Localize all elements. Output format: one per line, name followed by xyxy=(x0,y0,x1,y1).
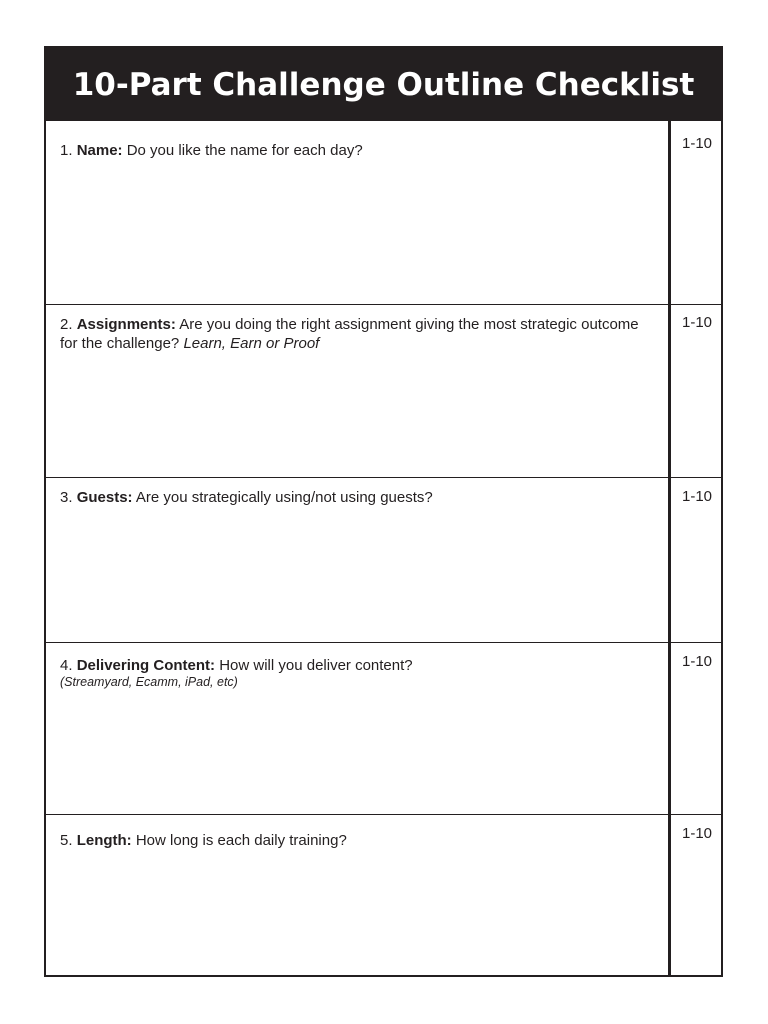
row-score: 1-10 xyxy=(682,135,713,152)
row-number: 4. xyxy=(60,657,73,674)
row-question xyxy=(60,656,650,690)
row-question-text: Do you like the name for each day? xyxy=(126,142,363,159)
row-number: 2. xyxy=(60,316,73,333)
row-score: 1-10 xyxy=(682,488,713,505)
row-label: Length: xyxy=(76,832,132,849)
row-question xyxy=(60,831,650,850)
row-score: 1-10 xyxy=(682,653,713,670)
checklist-row-name xyxy=(46,121,721,305)
checklist-row-delivering-content xyxy=(46,643,721,815)
checklist-row-assignments xyxy=(46,305,721,478)
page-title: 10-Part Challenge Outline Checklist xyxy=(46,48,721,121)
row-score: 1-10 xyxy=(682,825,713,842)
row-label: Guests: xyxy=(76,489,133,506)
row-question xyxy=(60,488,650,507)
row-question-text: Are you strategically using/not using guests? xyxy=(135,489,433,506)
row-question-italic: Learn, Earn or Proof xyxy=(183,335,320,352)
checklist-sheet xyxy=(44,46,723,977)
row-number: 3. xyxy=(60,489,73,506)
row-question xyxy=(60,141,650,160)
row-number: 1. xyxy=(60,142,73,159)
score-column-divider xyxy=(668,121,671,975)
row-number: 5. xyxy=(60,832,73,849)
row-label: Delivering Content: xyxy=(76,657,216,674)
row-question-text: How long is each daily training? xyxy=(135,832,347,849)
checklist-row-guests xyxy=(46,478,721,643)
row-question-text: How will you deliver content? xyxy=(219,657,413,674)
checklist-row-length xyxy=(46,815,721,977)
row-score: 1-10 xyxy=(682,314,713,331)
row-note: (Streamyard, Ecamm, iPad, etc) xyxy=(60,675,238,689)
row-label: Name: xyxy=(76,142,123,159)
row-question-text: Are you doing the right assignment giving the most strategic outcome for the challenge? xyxy=(60,316,639,352)
checklist-rows xyxy=(46,121,721,975)
row-label: Assignments: xyxy=(76,316,176,333)
row-question xyxy=(60,315,650,353)
